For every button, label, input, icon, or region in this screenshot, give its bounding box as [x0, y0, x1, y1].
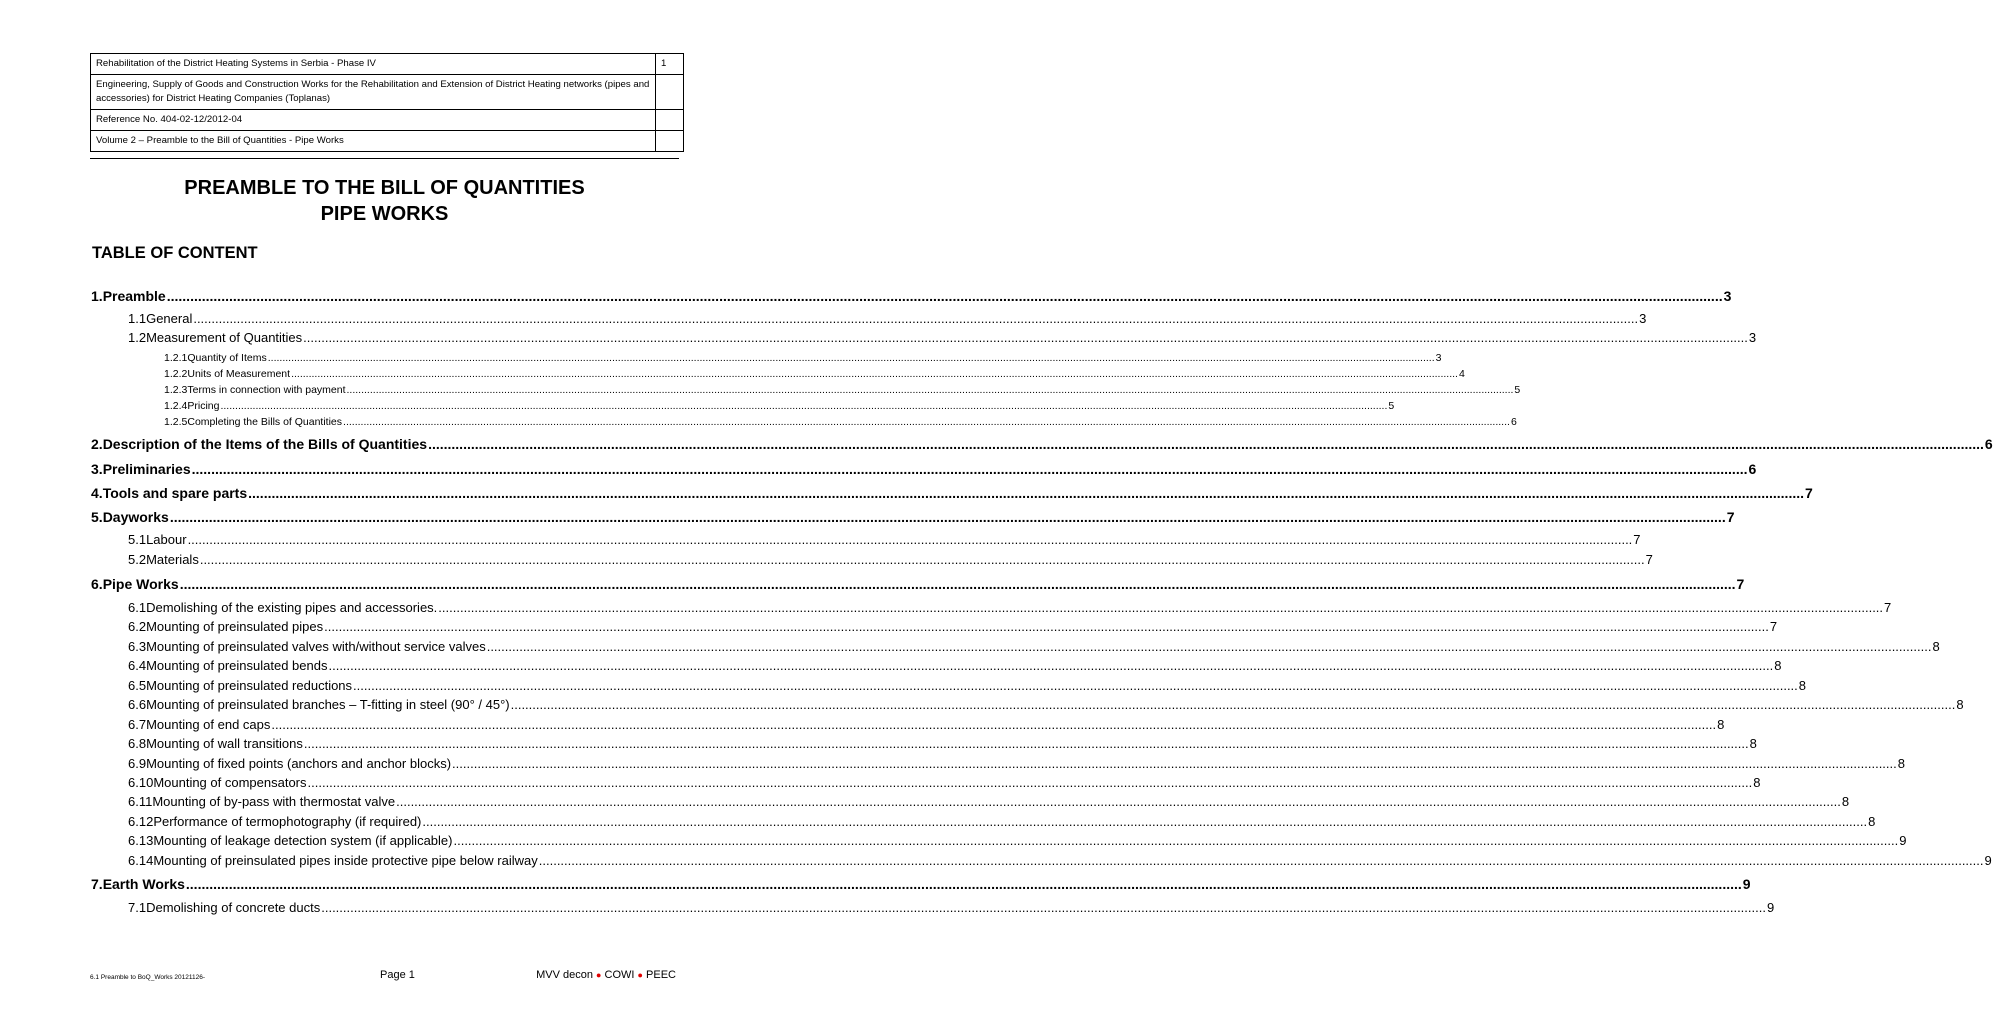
toc-entry-1-2-1[interactable]: [164, 352, 1442, 364]
toc-entry-7-1[interactable]: [128, 900, 1775, 915]
toc-entry-label: Mounting of leakage detection system (if applicable): [153, 833, 453, 848]
toc-dot-leader: ................................................................................................................................................................................................................................................................................................................................................................................................................: [267, 352, 1435, 364]
toc-entry-page: 7: [1884, 600, 1892, 615]
toc-entry-label: Pricing: [187, 400, 220, 412]
toc-dot-leader: ................................................................................................................................................................................................................................................................................................................................................................................................................: [486, 639, 1932, 654]
toc-entry-page: 7: [1769, 619, 1778, 634]
toc-dot-leader: ................................................................................................................................................................................................................................................................................................................................................................................................................: [452, 756, 1897, 771]
footer-companies: [536, 969, 676, 981]
header-row: [91, 75, 684, 110]
toc-entry-page: 8: [1717, 717, 1725, 732]
toc-entry-number: 5.1: [128, 532, 147, 547]
toc-entry-page: 8: [1897, 756, 1905, 771]
toc-entry-label: Mounting of wall transitions: [146, 736, 303, 751]
footer-separator-dot: ●: [637, 970, 643, 980]
toc-entry-6-6[interactable]: [128, 697, 1964, 712]
toc-dot-leader: ................................................................................................................................................................................................................................................................................................................................................................................................................: [321, 900, 1766, 915]
toc-entry-number: 7.1: [128, 900, 147, 915]
header-empty-cell: [656, 75, 684, 110]
toc-entry-6-4[interactable]: [128, 658, 1782, 673]
toc-entry-label: Mounting of preinsulated bends: [146, 658, 328, 673]
toc-entry-number: 1.: [91, 288, 103, 304]
footer-separator-dot: ●: [596, 970, 602, 980]
toc-dot-leader: ................................................................................................................................................................................................................................................................................................................................................................................................................: [438, 600, 1884, 615]
toc-entry-label: Mounting of preinsulated valves with/without service valves: [146, 639, 486, 654]
toc-dot-leader: ................................................................................................................................................................................................................................................................................................................................................................................................................: [185, 876, 1742, 892]
toc-entry-label: Units of Measurement: [187, 368, 291, 380]
toc-dot-leader: ................................................................................................................................................................................................................................................................................................................................................................................................................: [169, 509, 1726, 525]
toc-dot-leader: ................................................................................................................................................................................................................................................................................................................................................................................................................: [324, 619, 1769, 634]
document-title-line-1: PREAMBLE TO THE BILL OF QUANTITIES: [184, 177, 585, 199]
header-empty-cell: [656, 110, 684, 131]
toc-entry-6-3[interactable]: [128, 639, 1940, 654]
toc-entry-6-10[interactable]: [128, 775, 1761, 790]
document-header-table: [90, 53, 684, 152]
toc-entry-number: 7.: [91, 876, 103, 892]
toc-entry-number: 5.2: [128, 552, 147, 567]
header-empty-cell: [656, 131, 684, 152]
toc-entry-6-14[interactable]: [128, 853, 1992, 868]
header-page-number: 1: [656, 54, 684, 75]
toc-entry-4[interactable]: [91, 485, 1813, 501]
header-reference-number: Reference No. 404-02-12/2012-04: [91, 110, 656, 131]
toc-entry-number: 1.2: [128, 330, 147, 345]
toc-entry-label: Performance of termophotography (if required): [153, 814, 422, 829]
toc-dot-leader: ................................................................................................................................................................................................................................................................................................................................................................................................................: [453, 833, 1899, 848]
toc-entry-number: 6.8: [128, 736, 147, 751]
toc-entry-1-2[interactable]: [128, 330, 1757, 345]
toc-entry-number: 1.2.5: [164, 416, 188, 428]
toc-entry-number: 6.11: [128, 794, 153, 809]
footer-company-mvv: MVV decon: [536, 969, 593, 981]
toc-entry-6-12[interactable]: [128, 814, 1876, 829]
toc-dot-leader: ................................................................................................................................................................................................................................................................................................................................................................................................................: [328, 658, 1774, 673]
toc-entry-label: Tools and spare parts: [102, 485, 248, 501]
toc-dot-leader: ................................................................................................................................................................................................................................................................................................................................................................................................................: [199, 552, 1645, 567]
toc-dot-leader: ................................................................................................................................................................................................................................................................................................................................................................................................................: [353, 678, 1798, 693]
toc-entry-page: 8: [1841, 794, 1850, 809]
toc-entry-number: 6.5: [128, 678, 147, 693]
toc-dot-leader: ................................................................................................................................................................................................................................................................................................................................................................................................................: [248, 485, 1804, 501]
toc-heading: TABLE OF CONTENT: [92, 244, 258, 262]
toc-entry-5-2[interactable]: [128, 552, 1653, 567]
header-divider: [90, 158, 679, 159]
toc-entry-number: 1.2.3: [164, 384, 188, 396]
toc-entry-page: 7: [1805, 485, 1813, 501]
toc-entry-label: Earth Works: [102, 876, 185, 892]
toc-entry-label: Measurement of Quantities: [146, 330, 303, 345]
toc-entry-number: 6.1: [128, 600, 147, 615]
toc-entry-5[interactable]: [91, 509, 1735, 525]
toc-dot-leader: ................................................................................................................................................................................................................................................................................................................................................................................................................: [303, 736, 1749, 751]
toc-dot-leader: ................................................................................................................................................................................................................................................................................................................................................................................................................: [291, 368, 1458, 380]
toc-entry-number: 3.: [91, 461, 103, 477]
toc-entry-page: 9: [1984, 853, 1992, 868]
header-row: [91, 110, 684, 131]
toc-entry-label: Dayworks: [102, 509, 169, 525]
toc-entry-page: 7: [1645, 552, 1653, 567]
toc-entry-page: 4: [1458, 368, 1465, 380]
header-volume: Volume 2 – Preamble to the Bill of Quantities - Pipe Works: [91, 131, 656, 152]
toc-entry-page: 6: [1748, 461, 1757, 477]
toc-entry-page: 8: [1868, 814, 1876, 829]
toc-entry-label: Terms in connection with payment: [187, 384, 346, 396]
toc-entry-label: Demolishing of concrete ducts: [146, 900, 321, 915]
toc-entry-1[interactable]: [91, 288, 1732, 304]
toc-entry-label: Mounting of compensators: [153, 775, 307, 790]
header-row: [91, 54, 684, 75]
toc-dot-leader: ................................................................................................................................................................................................................................................................................................................................................................................................................: [538, 853, 1984, 868]
toc-dot-leader: ................................................................................................................................................................................................................................................................................................................................................................................................................: [510, 697, 1956, 712]
toc-entry-page: 3: [1748, 330, 1757, 345]
toc-entry-page: 3: [1639, 311, 1647, 326]
toc-entry-label: Preliminaries: [102, 461, 191, 477]
toc-dot-leader: ................................................................................................................................................................................................................................................................................................................................................................................................................: [179, 576, 1736, 592]
toc-entry-6-8[interactable]: [128, 736, 1757, 751]
toc-entry-label: Mounting of preinsulated reductions: [146, 678, 353, 693]
toc-entry-label: Pipe Works: [102, 576, 179, 592]
toc-dot-leader: ................................................................................................................................................................................................................................................................................................................................................................................................................: [187, 532, 1633, 547]
toc-entry-number: 5.: [91, 509, 103, 525]
toc-dot-leader: ................................................................................................................................................................................................................................................................................................................................................................................................................: [303, 330, 1748, 345]
toc-entry-label: Materials: [146, 552, 199, 567]
footer-company-cowi: COWI: [604, 969, 635, 981]
toc-entry-3[interactable]: [91, 461, 1757, 477]
toc-dot-leader: ................................................................................................................................................................................................................................................................................................................................................................................................................: [307, 775, 1753, 790]
toc-entry-number: 6.7: [128, 717, 147, 732]
toc-entry-6-13[interactable]: [128, 833, 1907, 848]
toc-entry-label: Mounting of preinsulated branches – T-fitting in steel (90° / 45°): [146, 697, 510, 712]
header-project-title: Rehabilitation of the District Heating Systems in Serbia - Phase IV: [91, 54, 656, 75]
toc-entry-label: Labour: [146, 532, 187, 547]
toc-entry-number: 6.9: [128, 756, 147, 771]
toc-entry-number: 6.6: [128, 697, 147, 712]
toc-entry-page: 8: [1753, 775, 1761, 790]
toc-entry-6-11[interactable]: [128, 794, 1850, 809]
toc-dot-leader: ................................................................................................................................................................................................................................................................................................................................................................................................................: [220, 400, 1388, 412]
toc-entry-page: 5: [1388, 400, 1395, 412]
document-title: [90, 175, 679, 227]
toc-dot-leader: ................................................................................................................................................................................................................................................................................................................................................................................................................: [422, 814, 1868, 829]
footer-filename: 6.1 Preamble to BoQ_Works 20121126-: [90, 974, 206, 981]
toc-entry-page: 9: [1766, 900, 1775, 915]
toc-entry-page: 7: [1736, 576, 1745, 592]
toc-entry-label: Mounting of preinsulated pipes: [146, 619, 324, 634]
toc-entry-page: 7: [1633, 532, 1641, 547]
toc-dot-leader: ................................................................................................................................................................................................................................................................................................................................................................................................................: [191, 461, 1748, 477]
toc-entry-number: 6.4: [128, 658, 147, 673]
header-row: [91, 131, 684, 152]
toc-entry-1-1[interactable]: [128, 311, 1647, 326]
toc-entry-page: 8: [1956, 697, 1964, 712]
toc-entry-number: 6.10: [128, 775, 154, 790]
toc-entry-5-1[interactable]: [128, 532, 1641, 547]
footer-page-number: Page 1: [380, 969, 415, 981]
toc-entry-label: Demolishing of the existing pipes and accessories.: [146, 600, 438, 615]
toc-entry-6-7[interactable]: [128, 717, 1725, 732]
toc-entry-label: Completing the Bills of Quantities: [187, 416, 343, 428]
toc-entry-page: 3: [1435, 352, 1442, 364]
toc-dot-leader: ................................................................................................................................................................................................................................................................................................................................................................................................................: [271, 717, 1717, 732]
toc-dot-leader: ................................................................................................................................................................................................................................................................................................................................................................................................................: [346, 384, 1514, 396]
toc-dot-leader: ................................................................................................................................................................................................................................................................................................................................................................................................................: [343, 416, 1510, 428]
toc-entry-2[interactable]: [91, 436, 1993, 452]
toc-entry-label: Description of the Items of the Bills of Quantities: [102, 436, 428, 452]
toc-entry-1-2-3[interactable]: [164, 384, 1521, 396]
toc-entry-page: 3: [1723, 288, 1732, 304]
toc-dot-leader: ................................................................................................................................................................................................................................................................................................................................................................................................................: [193, 311, 1639, 326]
toc-entry-page: 9: [1742, 876, 1751, 892]
toc-dot-leader: ................................................................................................................................................................................................................................................................................................................................................................................................................: [166, 288, 1723, 304]
toc-entry-page: 7: [1726, 509, 1735, 525]
document-title-line-2: PIPE WORKS: [320, 203, 449, 225]
toc-entry-6[interactable]: [91, 576, 1745, 592]
toc-entry-label: Mounting of preinsulated pipes inside protective pipe below railway: [153, 853, 538, 868]
toc-entry-number: 1.1: [128, 311, 147, 326]
toc-entry-page: 5: [1514, 384, 1521, 396]
toc-entry-1-2-5[interactable]: [164, 416, 1517, 428]
toc-entry-6-1[interactable]: [128, 600, 1892, 615]
toc-entry-number: 6.3: [128, 639, 147, 654]
toc-entry-label: Mounting of by-pass with thermostat valve: [152, 794, 396, 809]
toc-entry-number: 1.2.1: [164, 352, 188, 364]
toc-dot-leader: ................................................................................................................................................................................................................................................................................................................................................................................................................: [428, 436, 1984, 452]
toc-entry-label: General: [146, 311, 193, 326]
toc-entry-page: 8: [1932, 639, 1940, 654]
toc-entry-6-9[interactable]: [128, 756, 1905, 771]
toc-dot-leader: ................................................................................................................................................................................................................................................................................................................................................................................................................: [396, 794, 1841, 809]
toc-entry-page: 9: [1899, 833, 1907, 848]
toc-entry-number: 6.12: [128, 814, 154, 829]
toc-entry-label: Preamble: [102, 288, 166, 304]
toc-entry-number: 6.14: [128, 853, 154, 868]
toc-entry-number: 6.13: [128, 833, 154, 848]
toc-entry-number: 2.: [91, 436, 103, 452]
toc-entry-number: 1.2.4: [164, 400, 188, 412]
toc-entry-7[interactable]: [91, 876, 1751, 892]
toc-entry-number: 4.: [91, 485, 103, 501]
toc-entry-label: Mounting of end caps: [146, 717, 271, 732]
header-contract-description: Engineering, Supply of Goods and Construction Works for the Rehabilitation and Extension of District Heating networks (pipes and accessories) for District Heating Companies (Toplanas): [91, 75, 656, 110]
footer-company-peec: PEEC: [646, 969, 676, 981]
toc-entry-page: 6: [1510, 416, 1517, 428]
toc-entry-number: 6.2: [128, 619, 147, 634]
toc-entry-6-2[interactable]: [128, 619, 1778, 634]
toc-entry-number: 1.2.2: [164, 368, 188, 380]
toc-entry-page: 8: [1749, 736, 1757, 751]
toc-entry-number: 6.: [91, 576, 103, 592]
toc-entry-page: 6: [1984, 436, 1993, 452]
toc-entry-page: 8: [1798, 678, 1807, 693]
toc-entry-1-2-4[interactable]: [164, 400, 1395, 412]
toc-entry-label: Mounting of fixed points (anchors and anchor blocks): [146, 756, 452, 771]
toc-entry-label: Quantity of Items: [187, 352, 267, 364]
toc-entry-6-5[interactable]: [128, 678, 1807, 693]
toc-entry-1-2-2[interactable]: [164, 368, 1465, 380]
toc-entry-page: 8: [1774, 658, 1782, 673]
